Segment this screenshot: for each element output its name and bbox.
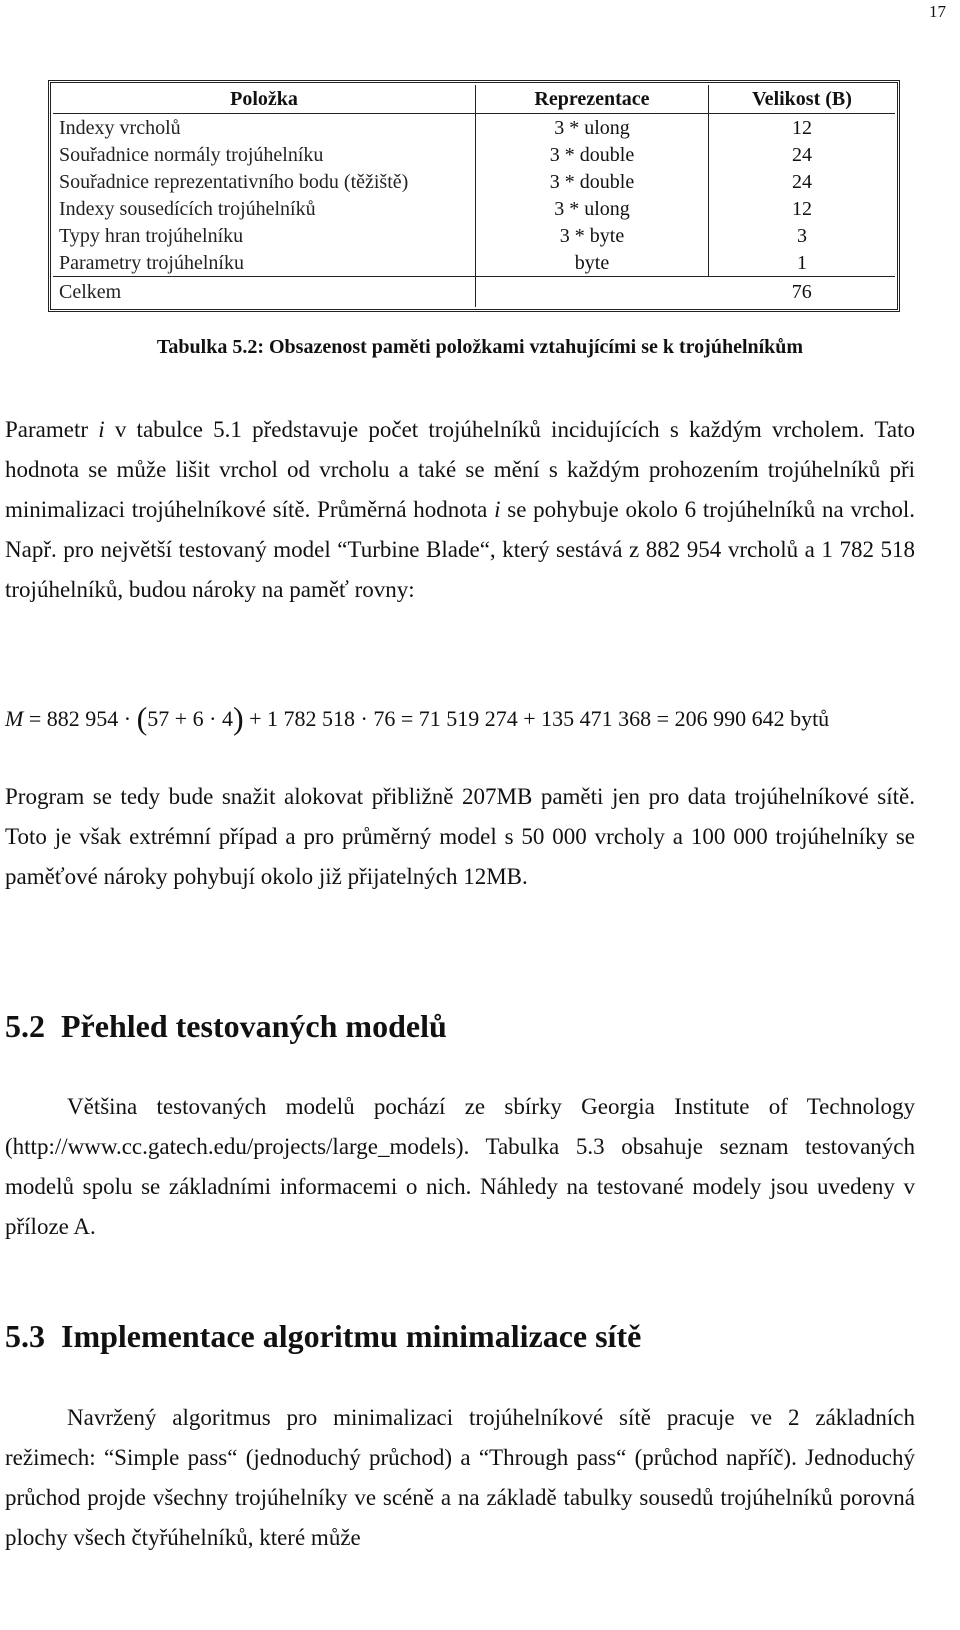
memory-equation <box>5 700 925 737</box>
header-item: Položka <box>53 85 476 114</box>
header-representation: Reprezentace <box>476 85 709 114</box>
row-name: Typy hran trojúhelníku <box>53 222 476 249</box>
table-row <box>53 168 895 195</box>
variable-i: i <box>98 417 105 442</box>
section-title: Přehled testovaných modelů <box>61 1008 447 1044</box>
row-name: Indexy sousedících trojúhelníků <box>53 195 476 222</box>
row-size: 1 <box>797 251 807 274</box>
row-representation: 3 * ulong <box>476 195 709 222</box>
total-representation <box>476 277 709 308</box>
table-row <box>53 141 895 168</box>
total-name: Celkem <box>53 277 476 308</box>
row-name: Parametry trojúhelníku <box>53 249 476 277</box>
section-number: 5.3 <box>5 1318 45 1354</box>
row-size: 24 <box>792 170 812 193</box>
table-caption: Tabulka 5.2: Obsazenost paměti položkami vztahujícími se k trojúhelníkům <box>156 336 804 358</box>
row-representation: 3 * double <box>476 168 709 195</box>
row-size: 24 <box>792 143 812 166</box>
row-representation: 3 * byte <box>476 222 709 249</box>
row-name: Souřadnice normály trojúhelníku <box>53 141 476 168</box>
row-size: 12 <box>792 197 812 220</box>
equation-part: = 882 954 · <box>23 706 137 731</box>
section-title: Implementace algoritmu minimalizace sítě <box>61 1318 642 1354</box>
table-total-row <box>53 277 895 308</box>
memory-table <box>48 80 900 312</box>
equation-paren: ( <box>136 700 148 736</box>
paragraph-text: v tabulce 5.1 představuje počet trojúhelníků incidujících s každým vrcholem. Tato hodnota se může lišit vrchol od vrcholu a také se mění s každým prohozením trojúhelníků při minimalizaci trojúhelníkové sítě. Průměrná hodnota <box>5 417 915 522</box>
equation-part: + 1 782 518 · 76 = 71 519 274 + 135 471 368 = 206 990 642 bytů <box>243 706 830 731</box>
paragraph-text: se pohybuje okolo 6 trojúhelníků na vrchol. Např. pro největší testovaný model “Turbine Blade“, který sestává z 882 954 vrcholů a 1 782 518 trojúhelníků, budou nároky na paměť rovny: <box>5 497 915 602</box>
table-row <box>53 222 895 249</box>
section-number: 5.2 <box>5 1008 45 1044</box>
section-heading-5-3 <box>5 1318 641 1355</box>
row-size: 12 <box>792 116 812 139</box>
paragraph-text: Parametr <box>5 417 99 442</box>
equation-inner: 57 + 6 · 4 <box>147 706 233 731</box>
row-name: Souřadnice reprezentativního bodu (těžiště) <box>53 168 476 195</box>
table-row <box>53 114 895 142</box>
paragraph-program: Program se tedy bude snažit alokovat přibližně 207MB paměti jen pro data trojúhelníkové sítě. Toto je však extrémní případ a pro průměrný model s 50 000 vrcholy a 100 000 trojúhelníky se paměťové nároky pohybují okolo již přijatelných 12MB. <box>5 784 915 889</box>
table-row <box>53 249 895 277</box>
total-size: 76 <box>709 277 896 308</box>
row-name: Indexy vrcholů <box>53 114 476 142</box>
section-heading-5-2 <box>5 1008 447 1045</box>
paragraph-parameter-i <box>5 410 915 610</box>
equation-variable: M <box>5 706 24 731</box>
row-representation: 3 * double <box>476 141 709 168</box>
paragraph-algorithm: Navržený algoritmus pro minimalizaci trojúhelníkové sítě pracuje ve 2 základních režimech: “Simple pass“ (jednoduchý průchod) a “Through pass“ (průchod napříč). Jednoduchý průchod projde všechny trojúhelníky ve scéně a na základě tabulky sousedů trojúhelníků porovná plochy všech čtyřúhelníků, které může <box>5 1405 915 1550</box>
equation-paren: ) <box>232 700 244 736</box>
variable-i: i <box>494 497 501 522</box>
table-row <box>53 195 895 222</box>
page-number: 17 <box>929 2 946 21</box>
table-header-row <box>53 85 895 114</box>
paragraph-models: Většina testovaných modelů pochází ze sbírky Georgia Institute of Technology (http://www.cc.gatech.edu/projects/large_models). Tabulka 5.3 obsahuje seznam testovaných modelů spolu se základními informacemi o nich. Náhledy na testované modely jsou uvedeny v příloze A. <box>5 1094 915 1239</box>
header-size: Velikost (B) <box>709 85 896 114</box>
row-size: 3 <box>797 224 807 247</box>
row-representation: byte <box>476 249 709 277</box>
row-representation: 3 * ulong <box>476 114 709 142</box>
